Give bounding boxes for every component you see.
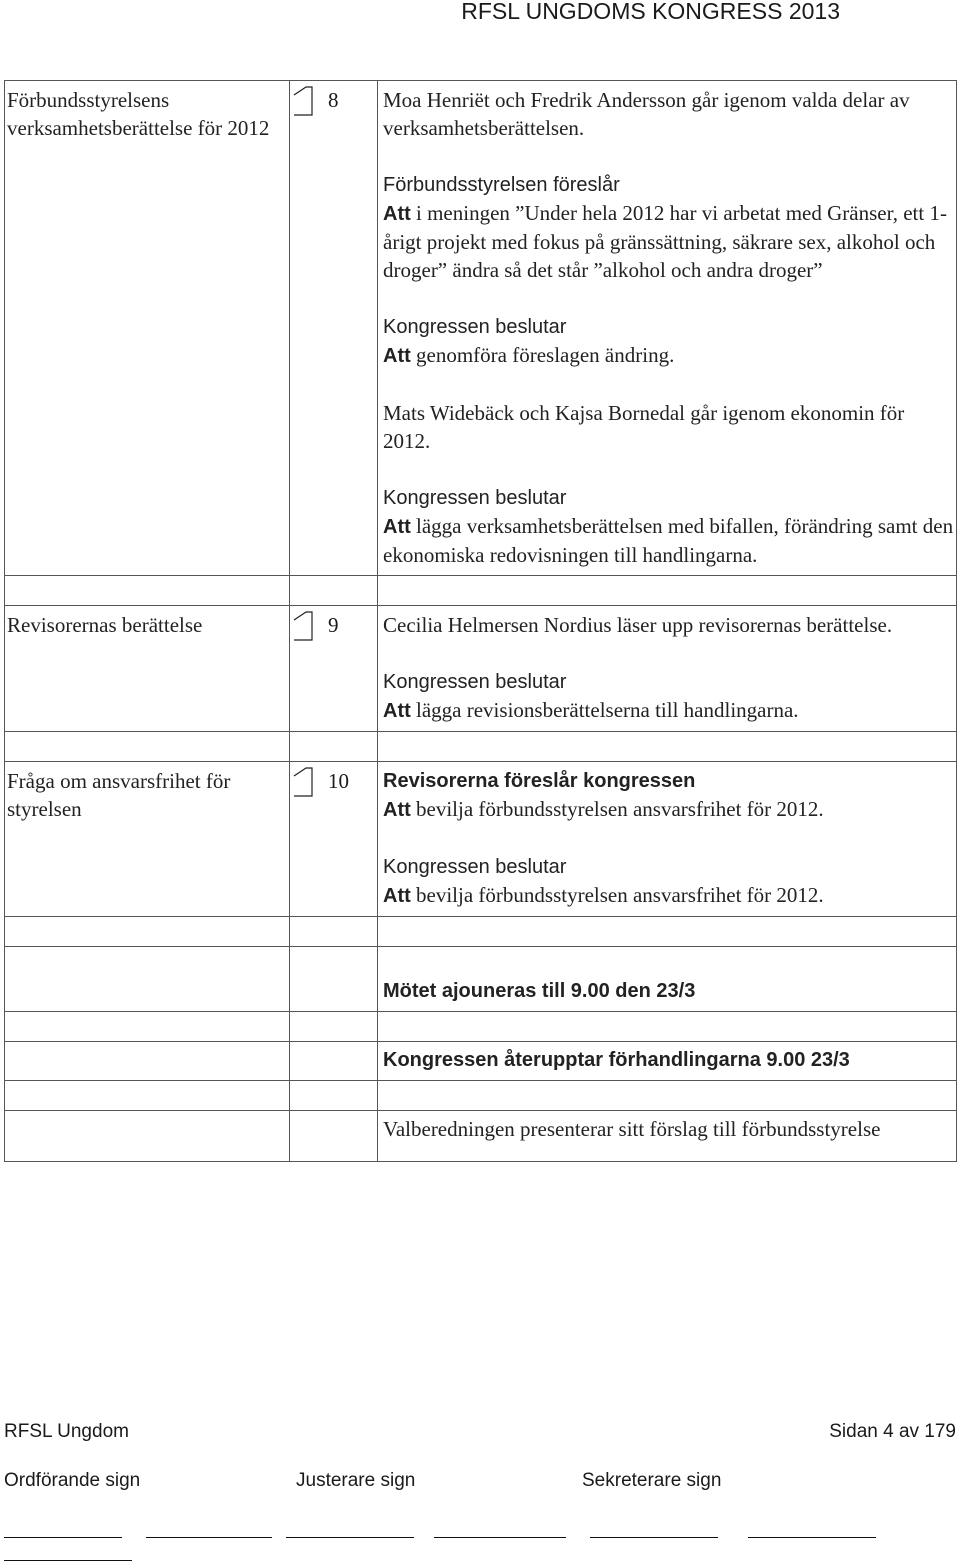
decision-heading: Kongressen beslutar	[383, 487, 567, 509]
signature-line	[434, 1537, 566, 1538]
paragraph: Moa Henriët och Fredrik Andersson går igenom valda delar av verksamhetsberättelsen.	[383, 88, 910, 140]
paragraph: Cecilia Helmersen Nordius läser upp revisorernas berättelse.	[383, 613, 893, 637]
proposal-heading: Revisorerna föreslår kongressen	[383, 770, 696, 792]
agenda-topic: Revisorernas berättelse	[5, 606, 290, 732]
agenda-topic: Förbundsstyrelsens verksamhetsberättelse för 2012	[5, 81, 290, 576]
signature-label-chair: Ordförande sign	[4, 1470, 141, 1491]
att-label: Att	[383, 345, 411, 367]
decision-heading: Kongressen beslutar	[383, 316, 567, 338]
table-row	[5, 1042, 957, 1081]
signature-line	[4, 1560, 132, 1561]
minutes-table	[4, 80, 957, 1162]
decision-content: lägga verksamhetsberättelsen med bifallen, förändring samt den ekonomiska redovisningen till handlingarna.	[383, 514, 954, 567]
agenda-number-cell	[290, 81, 378, 576]
agenda-body	[378, 1111, 957, 1162]
decision-content: genomföra föreslagen ändring.	[410, 343, 675, 367]
att-label: Att	[383, 516, 411, 538]
agenda-topic: Fråga om ansvarsfrihet för styrelsen	[5, 762, 290, 917]
agenda-number-cell	[290, 762, 378, 917]
decision-content: lägga revisionsberättelserna till handlingarna.	[410, 698, 799, 722]
agenda-body	[378, 1042, 957, 1081]
paragraph-mark-icon	[292, 81, 314, 121]
signature-line	[748, 1537, 876, 1538]
decision-text	[383, 512, 954, 569]
paragraph-mark-icon	[292, 762, 314, 802]
proposal-text	[383, 795, 954, 824]
proposal-heading: Förbundsstyrelsen föreslår	[383, 174, 620, 196]
table-row	[5, 606, 957, 732]
decision-heading: Kongressen beslutar	[383, 671, 567, 693]
agenda-number: 9	[328, 613, 339, 637]
blank-row	[5, 917, 957, 947]
decision-heading: Kongressen beslutar	[383, 856, 567, 878]
agenda-body	[378, 762, 957, 917]
signature-label-secretary: Sekreterare sign	[582, 1470, 722, 1491]
adjourn-note: Mötet ajouneras till 9.00 den 23/3	[383, 980, 696, 1002]
signature-label-adjuster: Justerare sign	[296, 1470, 416, 1491]
table-row	[5, 1111, 957, 1162]
table-row	[5, 81, 957, 576]
footer-org: RFSL Ungdom	[4, 1421, 129, 1442]
decision-content: bevilja förbundsstyrelsen ansvarsfrihet för 2012.	[410, 883, 824, 907]
footer-page-number: Sidan 4 av 179	[829, 1421, 956, 1442]
blank-row	[5, 1081, 957, 1111]
signature-line	[4, 1537, 122, 1538]
att-label: Att	[383, 799, 411, 821]
att-label: Att	[383, 885, 411, 907]
blank-row	[5, 576, 957, 606]
signature-line	[590, 1537, 718, 1538]
table-row	[5, 762, 957, 917]
blank-row	[5, 1012, 957, 1042]
att-label: Att	[383, 700, 411, 722]
decision-text	[383, 341, 954, 370]
agenda-body	[378, 606, 957, 732]
proposal-content: i meningen ”Under hela 2012 har vi arbetat med Gränser, ett 1-årigt projekt med fokus på gränssättning, säkrare sex, alkohol och droger” ändra så det står ”alkohol och andra droger”	[383, 201, 947, 282]
agenda-number: 10	[328, 769, 349, 793]
decision-text	[383, 696, 954, 725]
paragraph: Mats Widebäck och Kajsa Bornedal går igenom ekonomin för 2012.	[383, 401, 905, 453]
signature-line	[146, 1537, 272, 1538]
att-label: Att	[383, 203, 411, 225]
proposal-content: bevilja förbundsstyrelsen ansvarsfrihet för 2012.	[410, 797, 824, 821]
resume-note: Kongressen återupptar förhandlingarna 9.00 23/3	[383, 1049, 850, 1071]
document-header-title: RFSL UNGDOMS KONGRESS 2013	[461, 0, 840, 24]
decision-text	[383, 881, 954, 910]
agenda-number-cell	[290, 606, 378, 732]
nomination-note: Valberedningen presenterar sitt förslag till förbundsstyrelse	[383, 1117, 881, 1141]
blank-row	[5, 732, 957, 762]
agenda-body	[378, 947, 957, 1012]
proposal-text	[383, 199, 954, 284]
paragraph-mark-icon	[292, 606, 314, 646]
signature-line	[286, 1537, 414, 1538]
agenda-body	[378, 81, 957, 576]
agenda-number: 8	[328, 88, 339, 112]
table-row	[5, 947, 957, 1012]
